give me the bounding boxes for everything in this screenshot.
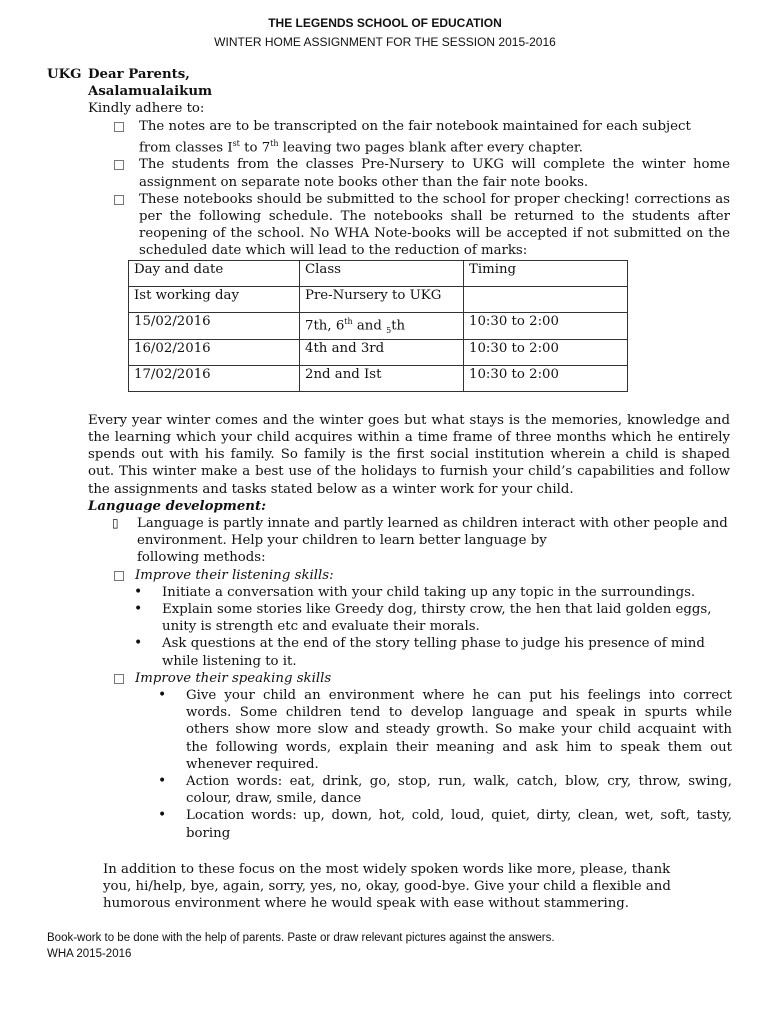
instruction-item: The notes are to be transcripted on the fair notebook maintained for each subject from classes Ist to 7th leaving two pages blank after every chapter. xyxy=(88,118,730,157)
subheading-listening: Improve their listening skills: xyxy=(88,567,730,584)
checkbox-square-icon xyxy=(114,195,124,205)
table-row xyxy=(129,365,628,391)
table-cell: Pre-Nursery to UKG xyxy=(300,286,464,312)
list-item: • Action words: eat, drink, go, stop, run, walk, catch, blow, cry, throw, swing, colour, draw, smile, dance xyxy=(158,773,732,807)
salutation: Asalamualaikum xyxy=(88,84,213,100)
table-cell: 4th and 3rd xyxy=(300,339,464,365)
letter-body xyxy=(0,66,770,912)
checkbox-square-icon xyxy=(114,571,124,581)
bullet-icon: • xyxy=(134,583,143,600)
instruction-intro: Kindly adhere to: xyxy=(88,101,205,117)
table-header-cell: Day and date xyxy=(129,260,300,286)
closing-paragraph: In addition to these focus on the most widely spoken words like more, please, thank you, hi/help, bye, again, sorry, yes, no, okay, good-bye. Give your child a flexible and humorous environment where he would speak with ease without stammering. xyxy=(103,861,671,912)
table-row xyxy=(129,312,628,339)
table-cell: 10:30 to 2:00 xyxy=(464,365,628,391)
school-name: THE LEGENDS SCHOOL OF EDUCATION xyxy=(268,16,502,30)
assignment-title: WINTER HOME ASSIGNMENT FOR THE SESSION 2015-2016 xyxy=(214,35,556,49)
instruction-item: These notebooks should be submitted to the school for proper checking! corrections as per the following schedule. The notebooks shall be returned to the students after reopening of the school. No WHA Note-books will be accepted if not submitted on the scheduled date which will lead to the reduction of marks: xyxy=(88,191,730,260)
placeholder-glyph-icon: ▯ xyxy=(112,515,119,530)
bullet-icon: • xyxy=(158,807,167,824)
table-cell: 17/02/2016 xyxy=(129,365,300,391)
table-cell: 10:30 to 2:00 xyxy=(464,312,628,339)
greeting: Dear Parents, xyxy=(88,67,190,82)
list-item: • Ask questions at the end of the story telling phase to judge his presence of mind while listening to it. xyxy=(134,635,705,669)
class-label: UKG xyxy=(47,67,82,82)
footer-code: WHA 2015-2016 xyxy=(47,948,132,960)
table-cell: 7th, 6th and $_5$th xyxy=(300,312,464,339)
table-cell: 2nd and Ist xyxy=(300,365,464,391)
bullet-icon: • xyxy=(134,600,143,617)
list-item: • Explain some stories like Greedy dog, thirsty crow, the hen that laid golden eggs, unity is strength etc and evaluate their morals. xyxy=(134,600,712,635)
table-header-cell: Timing xyxy=(464,260,628,286)
checkbox-square-icon xyxy=(114,122,124,132)
table-row xyxy=(129,286,628,312)
table-cell xyxy=(464,286,628,312)
language-intro: ▯ Language is partly innate and partly learned as children interact with other people and environment. Help your children to learn better language by following methods: xyxy=(112,515,728,566)
table-cell: Ist working day xyxy=(129,286,300,312)
list-item: • Give your child an environment where he can put his feelings into correct words. Some children tend to develop language and speak in spurts while others show more slow and steady growth. So make your child acquaint with the following words, explain their meaning and ask him to speak them out whenever required. xyxy=(158,686,732,772)
intro-paragraph: Every year winter comes and the winter goes but what stays is the memories, knowledge and the learning which your child acquires within a time frame of three months which he entirely spends out with his family. So family is the first social institution wherein a child is shaped out. This winter make a best use of the holidays to furnish your child’s capabilities and follow the assignments and tasks stated below as a winter work for your child. xyxy=(88,412,730,497)
submission-schedule-table xyxy=(128,260,628,392)
subheading-speaking: Improve their speaking skills xyxy=(88,670,730,687)
section-heading: Language development: xyxy=(88,498,267,514)
table-cell: 10:30 to 2:00 xyxy=(464,339,628,365)
checkbox-square-icon xyxy=(114,674,124,684)
bullet-icon: • xyxy=(158,686,167,703)
table-header-cell: Class xyxy=(300,260,464,286)
table-header-row xyxy=(129,260,628,286)
list-item: • Location words: up, down, hot, cold, loud, quiet, dirty, clean, wet, soft, tasty, boring xyxy=(158,807,732,841)
table-row xyxy=(129,339,628,365)
instruction-item: The students from the classes Pre-Nursery to UKG will complete the winter home assignment on separate note books other than the fair note books. xyxy=(88,156,730,190)
list-item: • Initiate a conversation with your child taking up any topic in the surroundings. xyxy=(134,583,696,600)
table-cell: 15/02/2016 xyxy=(129,312,300,339)
footer-note: Book-work to be done with the help of parents. Paste or draw relevant pictures against the answers. xyxy=(47,932,555,944)
bullet-icon: • xyxy=(158,773,167,789)
table-cell: 16/02/2016 xyxy=(129,339,300,365)
bullet-icon: • xyxy=(134,635,143,652)
checkbox-square-icon xyxy=(114,160,124,170)
